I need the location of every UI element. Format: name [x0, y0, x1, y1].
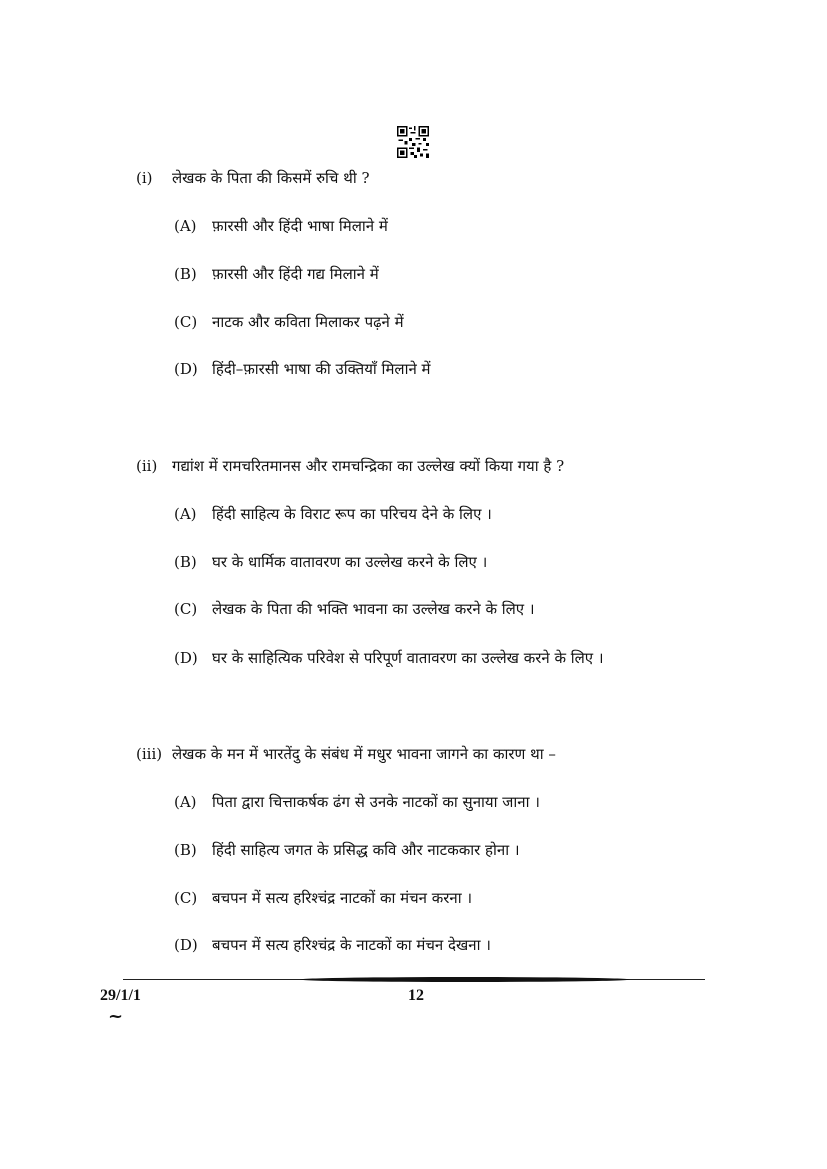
- question-text: लेखक के मन में भारतेंदु के संबंध में मधुर भावना जागने का कारण था –: [172, 745, 556, 763]
- question-text: गद्यांश में रामचरितमानस और रामचन्द्रिका का उल्लेख क्यों किया गया है ?: [172, 457, 565, 475]
- option-letter: (A): [174, 217, 197, 235]
- question-1: [136, 168, 696, 378]
- question-2-stem: [136, 456, 696, 476]
- option-letter: (C): [174, 600, 198, 618]
- option-c: [174, 312, 404, 332]
- option-letter: (C): [174, 313, 198, 331]
- qr-code-icon: [397, 126, 429, 158]
- option-text: घर के धार्मिक वातावरण का उल्लेख करने के लिए ।: [212, 553, 488, 571]
- option-text: नाटक और कविता मिलाकर पढ़ने में: [212, 313, 404, 331]
- option-text: लेखक के पिता की भक्ति भावना का उल्लेख करने के लिए ।: [212, 600, 535, 618]
- option-letter: (A): [174, 505, 197, 523]
- question-3-stem: [136, 744, 696, 764]
- option-c: [174, 888, 472, 908]
- question-number: (i): [136, 169, 153, 187]
- option-b: [174, 264, 379, 284]
- option-b: [174, 840, 520, 860]
- question-text: लेखक के पिता की किसमें रुचि थी ?: [172, 169, 370, 187]
- paper-code: 29/1/1: [100, 987, 141, 1004]
- footer-divider-thick: [300, 977, 630, 982]
- option-letter: (D): [174, 936, 198, 954]
- option-d: [174, 648, 604, 668]
- option-d: [174, 935, 491, 955]
- option-text: घर के साहित्यिक परिवेश से परिपूर्ण वातावरण का उल्लेख करने के लिए ।: [212, 649, 604, 667]
- option-c: [174, 599, 535, 619]
- option-text: हिंदी–फ़ारसी भाषा की उक्तियाँ मिलाने में: [212, 360, 431, 378]
- option-letter: (D): [174, 649, 198, 667]
- question-1-stem: [136, 168, 696, 188]
- question-number: (ii): [136, 457, 158, 475]
- option-letter: (C): [174, 889, 198, 907]
- question-3: [136, 744, 696, 954]
- question-number: (iii): [136, 745, 163, 763]
- option-letter: (B): [174, 553, 197, 571]
- option-text: पिता द्वारा चित्ताकर्षक ढंग से उनके नाटकों का सुनाया जाना ।: [212, 793, 540, 811]
- option-text: बचपन में सत्य हरिश्चंद्र नाटकों का मंचन करना ।: [212, 889, 473, 907]
- footer-mark: ~: [108, 1006, 124, 1027]
- option-letter: (B): [174, 265, 197, 283]
- option-letter: (B): [174, 841, 197, 859]
- option-d: [174, 359, 431, 379]
- option-text: फ़ारसी और हिंदी गद्य मिलाने में: [212, 265, 379, 283]
- option-a: [174, 792, 540, 812]
- option-text: फ़ारसी और हिंदी भाषा मिलाने में: [212, 217, 388, 235]
- page-number: 12: [408, 987, 424, 1004]
- option-letter: (A): [174, 793, 197, 811]
- option-b: [174, 552, 487, 572]
- option-a: [174, 216, 388, 236]
- option-text: बचपन में सत्य हरिश्चंद्र के नाटकों का मंचन देखना ।: [212, 936, 491, 954]
- option-text: हिंदी साहित्य के विराट रूप का परिचय देने के लिए ।: [212, 505, 492, 523]
- question-2: [136, 456, 696, 667]
- option-letter: (D): [174, 360, 198, 378]
- option-text: हिंदी साहित्य जगत के प्रसिद्ध कवि और नाटककार होना ।: [212, 841, 520, 859]
- option-a: [174, 504, 492, 524]
